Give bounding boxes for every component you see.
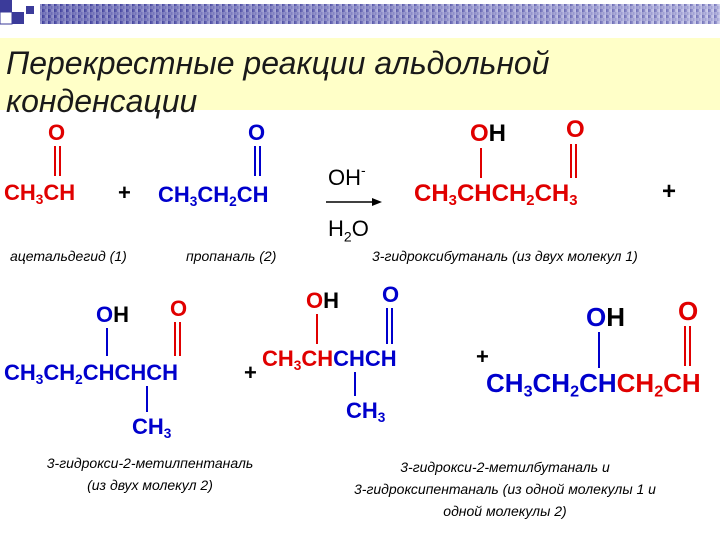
productB-formula: $CH_3CHCHCH$ xyxy=(262,346,397,373)
acetaldehyde-oxygen: O xyxy=(48,120,66,145)
caption-methylpentanal: 3-гидрокси-2-метилпентаналь (из двух молекул 2) xyxy=(46,455,254,493)
productA-methyl: $CH_3$ xyxy=(132,414,172,441)
plus-sign: + xyxy=(244,360,257,385)
plus-sign: + xyxy=(118,180,131,205)
header-decoration xyxy=(0,0,720,30)
reaction-arrow xyxy=(326,196,382,208)
page-title: Перекрестные реакции альдольной конденсации xyxy=(6,45,550,119)
productA-formula: $CH_3CH_2CHCHCH$ xyxy=(4,360,179,387)
product1-double-bond xyxy=(570,144,577,178)
plus-sign: + xyxy=(476,344,489,369)
caption-acetaldehyde: ацетальдегид (1) xyxy=(10,248,127,264)
productB-hydroxyl: OH xyxy=(306,288,340,313)
product1-hydroxyl: OH xyxy=(470,120,507,147)
productB-oxygen: O xyxy=(382,282,400,307)
product1-hydroxyl-bond xyxy=(480,148,482,178)
productA-hydroxyl: OH xyxy=(96,302,130,327)
productA-methyl-bond xyxy=(146,386,148,412)
productA-double-bond xyxy=(174,322,181,356)
productC-hydroxyl: OH xyxy=(586,302,626,332)
catalyst-water: $H_2O$ xyxy=(328,216,369,245)
plus-sign: + xyxy=(662,178,677,205)
acetaldehyde-double-bond xyxy=(54,146,61,176)
caption-hydroxybutanal: 3-гидроксибутаналь (из двух молекул 1) xyxy=(372,248,638,264)
productC-oxygen: O xyxy=(678,296,699,326)
productB-hydroxyl-bond xyxy=(316,314,318,344)
caption-propanal: пропаналь (2) xyxy=(186,248,277,264)
product1-formula: $CH_3CHCH_2CH_3$ xyxy=(414,180,578,210)
product1-oxygen: O xyxy=(566,116,585,143)
propanal-oxygen: O xyxy=(248,120,266,145)
acetaldehyde-formula: $CH_3CH$ xyxy=(4,180,76,207)
productC-formula: $CH_3CH_2CHCH_2CH$ xyxy=(486,368,701,401)
productA-oxygen: O xyxy=(170,296,188,321)
productC-hydroxyl-bond xyxy=(598,332,600,368)
productB-methyl: $CH_3$ xyxy=(346,398,386,425)
productC-double-bond xyxy=(684,326,691,366)
propanal-double-bond xyxy=(254,146,261,176)
productB-methyl-bond xyxy=(354,372,356,396)
propanal-formula: $CH_3CH_2CH$ xyxy=(158,182,269,209)
caption-mixed-products: 3-гидрокси-2-метилбутаналь и 3-гидроксипентаналь (из одной молекулы 1 и одной молекулы 2) xyxy=(354,459,656,519)
productA-hydroxyl-bond xyxy=(106,328,108,356)
productB-double-bond xyxy=(386,308,393,344)
catalyst-hydroxide: OH- xyxy=(328,162,366,190)
